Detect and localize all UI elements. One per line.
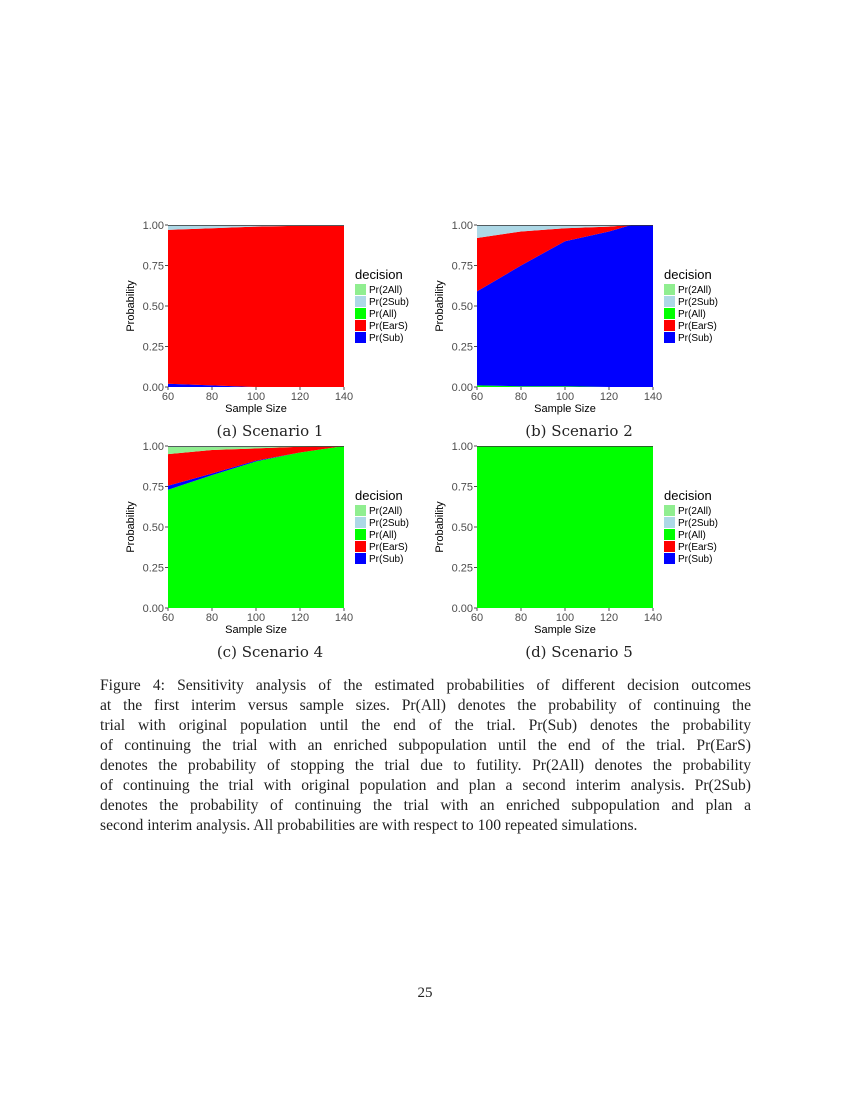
legend-label: Pr(EarS)	[678, 321, 717, 332]
area-prall	[477, 446, 653, 608]
stacked-area-chart	[429, 215, 729, 445]
legend-title: decision	[355, 267, 403, 282]
x-tick-label: 120	[599, 391, 619, 403]
legend-swatch	[664, 320, 675, 331]
y-tick-label: 0.75	[451, 260, 473, 273]
x-tick-label: 80	[514, 612, 528, 624]
legend-label: Pr(2Sub)	[678, 518, 719, 529]
legend-swatch	[355, 284, 366, 295]
legend-label: Pr(Sub)	[369, 333, 404, 344]
legend-label: Pr(2Sub)	[369, 518, 410, 529]
legend-swatch	[664, 505, 675, 516]
legend-label: Pr(EarS)	[678, 542, 717, 553]
subcaption-d: (d) Scenario 5	[525, 643, 633, 661]
caption-line: denotes the probability of stopping the trial due to futility. Pr(2All) denotes the probability	[100, 757, 751, 774]
legend-title: decision	[664, 488, 712, 503]
y-tick-label: 0.50	[142, 522, 164, 534]
y-tick-label: 0.00	[142, 603, 164, 615]
legend-label: Pr(2All)	[678, 506, 712, 517]
legend-label: Pr(2All)	[369, 506, 403, 517]
legend-label: Pr(2Sub)	[678, 297, 719, 308]
figure-caption	[100, 676, 751, 836]
y-tick-label: 0.25	[451, 562, 473, 575]
chart-panel-a	[120, 215, 420, 445]
y-tick-label: 0.25	[451, 341, 473, 354]
x-axis-title: Sample Size	[534, 403, 596, 415]
legend-label: Pr(2Sub)	[369, 297, 410, 308]
y-tick-label: 0.25	[142, 562, 164, 575]
x-tick-label: 140	[643, 612, 663, 624]
stacked-area-chart	[120, 215, 420, 445]
caption-line: of continuing the trial with an enriched subpopulation until the end of the trial. Pr(EarS)	[100, 737, 751, 754]
area-layers	[168, 225, 344, 387]
legend-swatch	[664, 541, 675, 552]
x-tick-label: 80	[205, 612, 219, 624]
y-tick-label: 1.00	[142, 441, 164, 453]
area-prears	[168, 226, 344, 387]
x-tick-label: 60	[161, 612, 175, 624]
x-tick-label: 80	[205, 391, 219, 403]
y-tick-label: 0.00	[451, 603, 473, 615]
legend	[664, 488, 718, 565]
y-tick-label: 0.50	[142, 301, 164, 313]
x-tick-label: 140	[334, 391, 354, 403]
y-tick-label: 0.75	[142, 481, 164, 494]
legend-swatch	[664, 308, 675, 319]
y-tick-label: 1.00	[451, 220, 473, 232]
stacked-area-chart	[120, 436, 420, 666]
chart-panel-c	[120, 436, 420, 666]
y-tick-label: 0.50	[451, 301, 473, 313]
y-tick-label: 0.75	[142, 260, 164, 273]
x-tick-label: 100	[555, 612, 575, 624]
x-tick-label: 120	[290, 391, 310, 403]
legend-swatch	[355, 296, 366, 307]
y-tick-label: 1.00	[451, 441, 473, 453]
chart-panel-d	[429, 436, 729, 666]
legend	[355, 267, 409, 344]
x-tick-label: 120	[290, 612, 310, 624]
y-axis-title: Probability	[125, 280, 137, 332]
y-axis-title: Probability	[434, 501, 446, 553]
legend-swatch	[664, 296, 675, 307]
legend-swatch	[355, 529, 366, 540]
caption-line: of continuing the trial with original population and plan a second interim analysis. Pr(2Sub)	[100, 777, 751, 794]
x-tick-label: 100	[555, 391, 575, 403]
y-axis-title: Probability	[125, 501, 137, 553]
legend-label: Pr(2All)	[678, 285, 712, 296]
stacked-area-chart	[429, 436, 729, 666]
legend	[664, 267, 718, 344]
legend-swatch	[355, 320, 366, 331]
x-axis-title: Sample Size	[534, 624, 596, 636]
legend-label: Pr(Sub)	[678, 554, 713, 565]
subcaption-c: (c) Scenario 4	[216, 643, 324, 661]
x-tick-label: 140	[334, 612, 354, 624]
x-tick-label: 60	[470, 391, 484, 403]
legend-label: Pr(EarS)	[369, 542, 408, 553]
caption-line: at the first interim versus sample sizes. Pr(All) denotes the probability of continuing the	[100, 697, 751, 714]
area-layers	[477, 225, 653, 387]
x-axis-title: Sample Size	[225, 624, 287, 636]
legend-swatch	[355, 332, 366, 343]
legend-label: Pr(EarS)	[369, 321, 408, 332]
legend-swatch	[664, 517, 675, 528]
chart-panel-b	[429, 215, 729, 445]
y-tick-label: 0.50	[451, 522, 473, 534]
y-tick-label: 0.25	[142, 341, 164, 354]
legend-swatch	[664, 529, 675, 540]
x-tick-label: 100	[246, 391, 266, 403]
y-tick-label: 1.00	[142, 220, 164, 232]
caption-line: second interim analysis. All probabilities are with respect to 100 repeated simulations.	[100, 817, 638, 834]
x-tick-label: 60	[470, 612, 484, 624]
y-tick-label: 0.75	[451, 481, 473, 494]
x-axis-title: Sample Size	[225, 403, 287, 415]
x-tick-label: 140	[643, 391, 663, 403]
x-tick-label: 100	[246, 612, 266, 624]
legend-label: Pr(Sub)	[678, 333, 713, 344]
x-tick-label: 120	[599, 612, 619, 624]
legend-swatch	[355, 553, 366, 564]
x-tick-label: 80	[514, 391, 528, 403]
area-layers	[477, 446, 653, 608]
legend-swatch	[664, 284, 675, 295]
legend-swatch	[664, 553, 675, 564]
legend-swatch	[355, 517, 366, 528]
legend-swatch	[355, 308, 366, 319]
x-tick-label: 60	[161, 391, 175, 403]
y-axis-title: Probability	[434, 280, 446, 332]
legend-title: decision	[664, 267, 712, 282]
legend-swatch	[664, 332, 675, 343]
legend-label: Pr(All)	[678, 309, 706, 320]
caption-line: denotes the probability of continuing the trial with an enriched subpopulation and plan a	[100, 797, 751, 814]
subcaption-b: (b) Scenario 2	[525, 422, 633, 440]
page-number: 25	[417, 985, 433, 1001]
subcaption-a: (a) Scenario 1	[216, 422, 324, 440]
y-tick-label: 0.00	[142, 382, 164, 394]
legend-label: Pr(All)	[678, 530, 706, 541]
area-layers	[168, 446, 344, 608]
legend-label: Pr(Sub)	[369, 554, 404, 565]
legend	[355, 488, 409, 565]
caption-line: trial with original population until the end of the trial. Pr(Sub) denotes the probability	[100, 717, 751, 734]
legend-label: Pr(All)	[369, 530, 397, 541]
legend-title: decision	[355, 488, 403, 503]
legend-label: Pr(All)	[369, 309, 397, 320]
legend-label: Pr(2All)	[369, 285, 403, 296]
y-tick-label: 0.00	[451, 382, 473, 394]
caption-line: Figure 4: Sensitivity analysis of the estimated probabilities of different decision outcomes	[100, 677, 751, 694]
legend-swatch	[355, 541, 366, 552]
legend-swatch	[355, 505, 366, 516]
